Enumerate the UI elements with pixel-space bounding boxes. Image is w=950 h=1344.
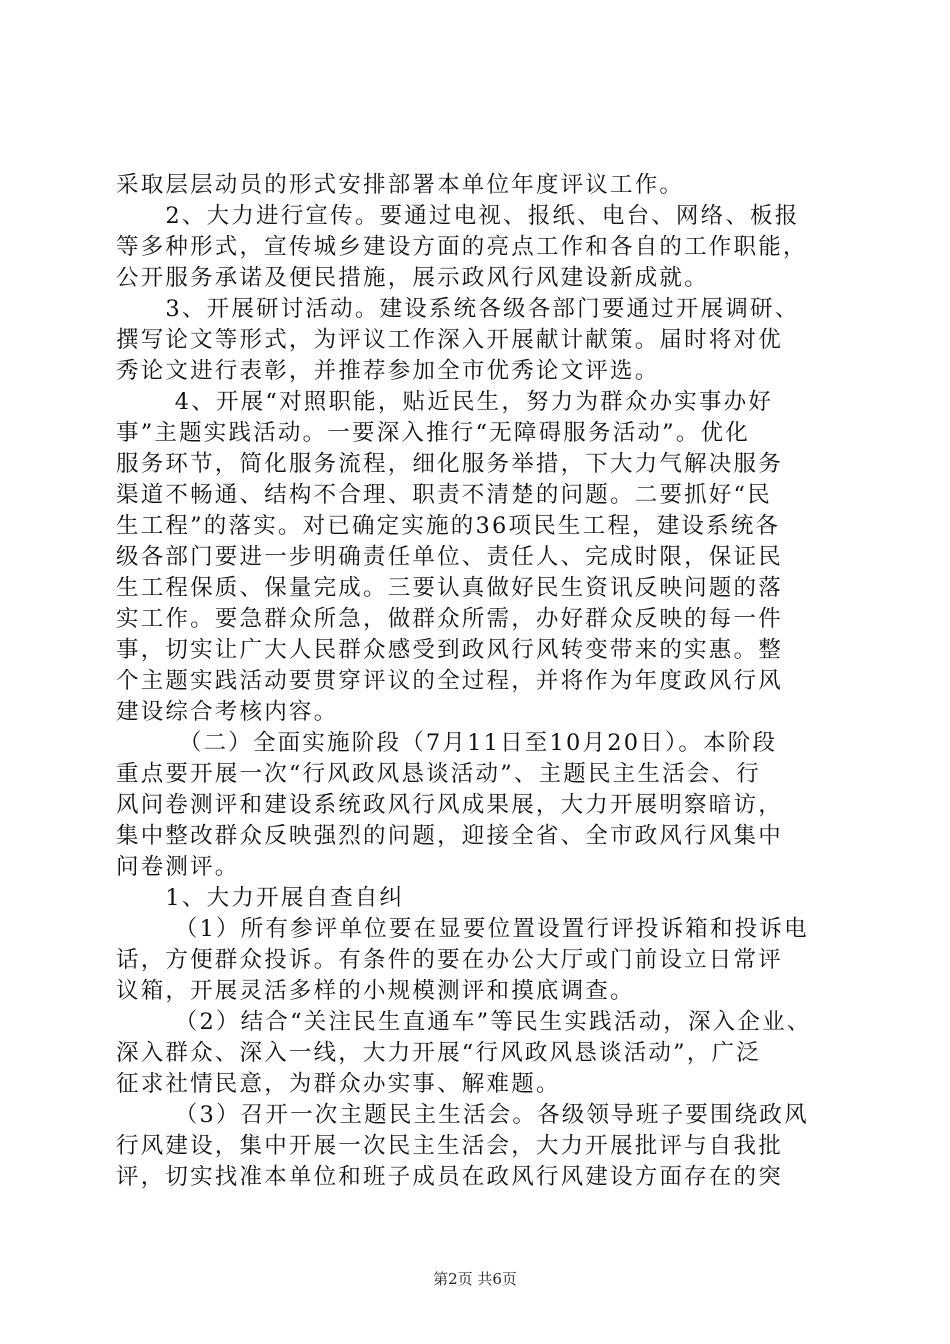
text-line: 1、大力开展自查自纠 [116,885,405,911]
text-line: 4、开展“对照职能，贴近民生，努力为群众办实事办好 [116,389,774,415]
text-line: 3、开展研讨活动。建设系统各级各部门要通过开展调研、 [116,296,800,322]
text-line: 深入群众、深入一线，大力开展“行风政风恳谈活动”，广泛 [116,1040,761,1066]
text-line: 级各部门要进一步明确责任单位、责任人、完成时限，保证民 [116,544,783,570]
page-footer: 第2页 共6页 [433,1270,517,1288]
text-line: 等多种形式，宣传城乡建设方面的亮点工作和各自的工作职能， [116,234,808,260]
text-line: 集中整改群众反映强烈的问题，迎接全省、全市政风行风集中 [116,823,783,849]
text-line: 议箱，开展灵活多样的小规模测评和摸底调查。 [116,978,635,1004]
text-line: 实工作。要急群众所急，做群众所需，办好群众反映的每一件 [116,606,783,632]
text-line: 生工程保质、保量完成。三要认真做好民生资讯反映问题的落 [116,575,783,601]
text-line: 服务环节，简化服务流程，细化服务举措，下大力气解决服务 [116,451,783,477]
text-line: 渠道不畅通、结构不合理、职责不清楚的问题。二要抓好“民 [116,482,772,508]
text-line: （1）所有参评单位要在显要位置设置行评投诉箱和投诉电 [116,916,809,942]
text-line: 个主题实践活动要贯穿评议的全过程，并将作为年度政风行风 [116,668,783,694]
document-body [116,170,838,1193]
text-line: 生工程”的落实。对已确定实施的36项民生工程，建设系统各 [116,513,781,539]
text-line: （二）全面实施阶段（7月11日至10月20日）。本阶段 [116,730,778,756]
text-line: （3）召开一次主题民主生活会。各级领导班子要围绕政风 [116,1102,809,1128]
text-line: 风问卷测评和建设系统政风行风成果展，大力开展明察暗访， [116,792,783,818]
text-line: 征求社情民意，为群众办实事、解难题。 [116,1071,561,1097]
text-line: 采取层层动员的形式安排部署本单位年度评议工作。 [116,172,685,198]
text-line: 事，切实让广大人民群众感受到政风行风转变带来的实惠。整 [116,637,783,663]
text-line: 评，切实找准本单位和班子成员在政风行风建设方面存在的突 [116,1164,783,1190]
text-line: （2）结合“关注民生直通车”等民生实践活动，深入企业、 [116,1009,812,1035]
text-line: 问卷测评。 [116,854,240,880]
text-line: 建设综合考核内容。 [116,699,339,725]
text-line: 2、大力进行宣传。要通过电视、报纸、电台、网络、板报 [116,203,800,229]
text-line: 行风建设，集中开展一次民主生活会，大力开展批评与自我批 [116,1133,783,1159]
text-line: 事”主题实践活动。一要深入推行“无障碍服务活动”。优化 [116,420,750,446]
text-line: 公开服务承诺及便民措施，展示政风行风建设新成就。 [116,265,709,291]
text-line: 话，方便群众投诉。有条件的要在办公大厅或门前设立日常评 [116,947,783,973]
text-line: 撰写论文等形式，为评议工作深入开展献计献策。届时将对优 [116,327,783,353]
text-line: 秀论文进行表彰，并推荐参加全市优秀论文评选。 [116,358,660,384]
text-line: 重点要开展一次“行风政风恳谈活动”、主题民主生活会、行 [116,761,761,787]
